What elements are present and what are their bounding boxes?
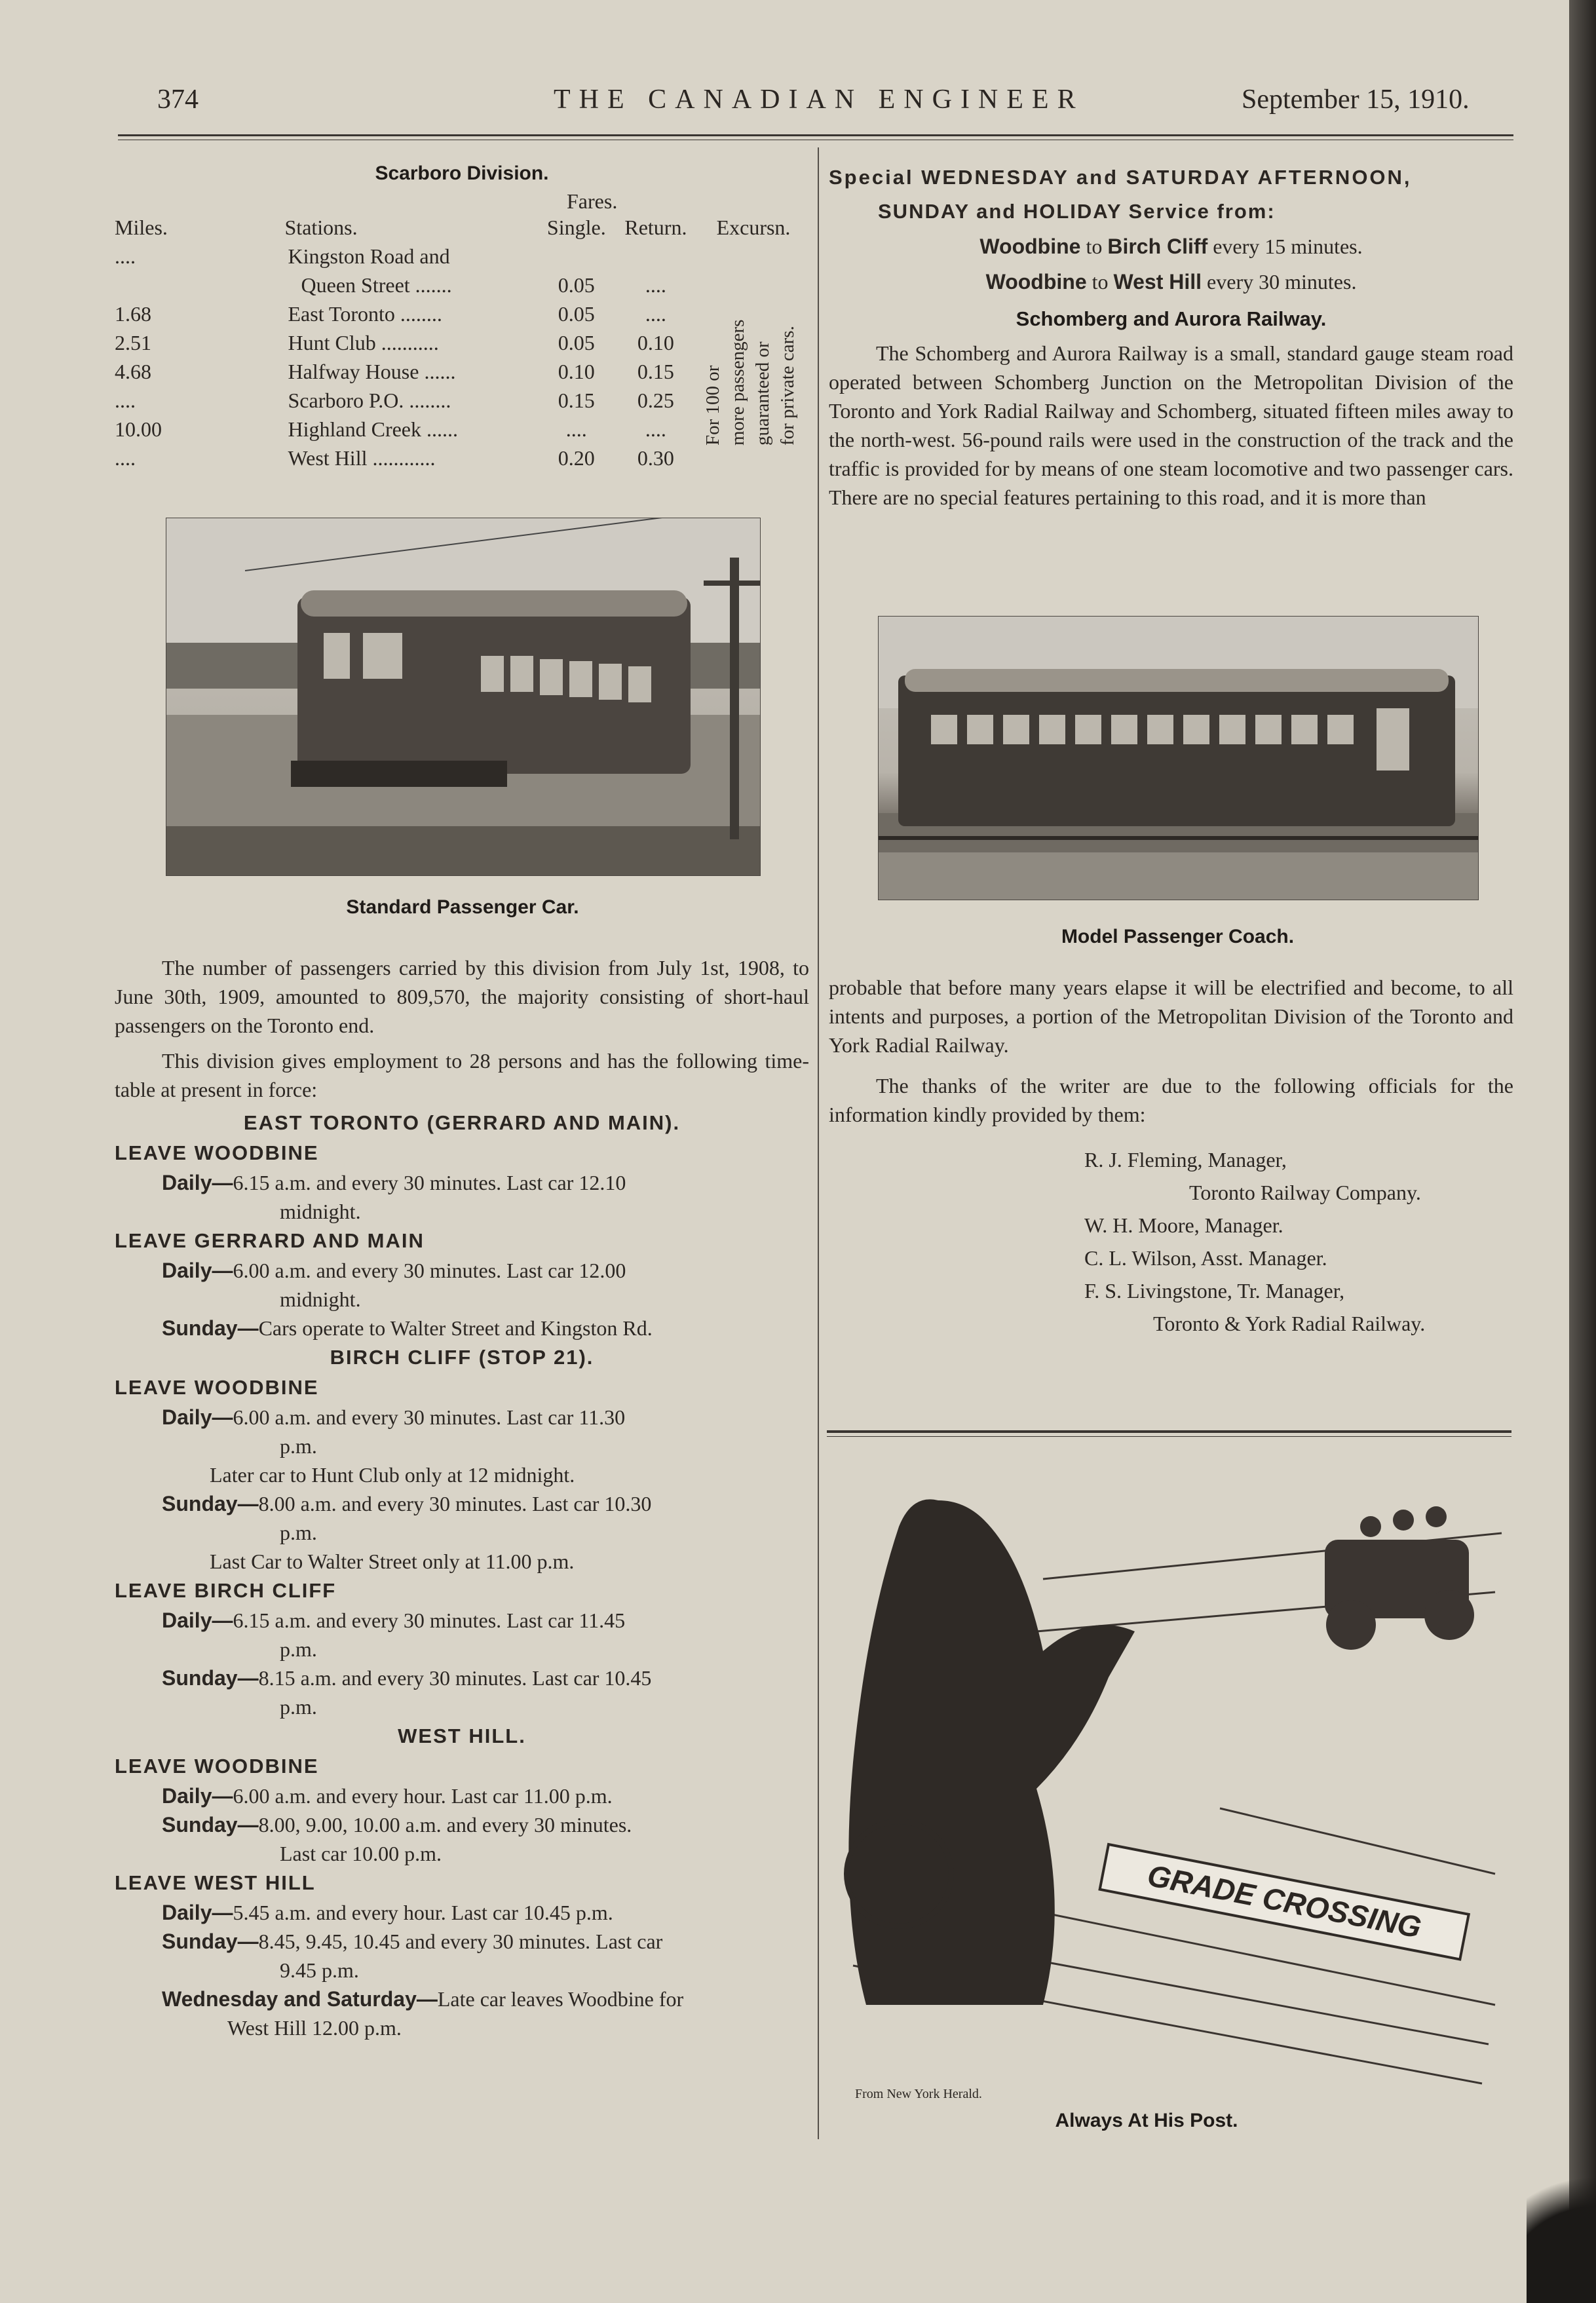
leave-woodbine-heading: LEAVE WOODBINE: [115, 1755, 319, 1778]
cell-return: ....: [645, 417, 666, 441]
excursion-note: [698, 256, 809, 452]
daily-label: Daily—: [162, 1901, 233, 1924]
timetable-text: Cars operate to Walter Street and Kingston Rd.: [258, 1316, 653, 1340]
timetable-text: Last car 10.00 p.m.: [280, 1842, 442, 1865]
grade-crossing-cartoon: [827, 1481, 1515, 2103]
timetable-line: [115, 1898, 809, 1927]
sunday-label: Sunday—: [162, 1492, 259, 1515]
grade-crossing-sign: GRADE CROSSING: [1145, 1857, 1424, 1945]
right-column: [829, 154, 1513, 512]
electrified-paragraph: probable that before many years elapse it will be electrified and become, to all intents and purposes, a portion of the Metropolitan Division of the Toronto and York Radial Railway.: [829, 976, 1513, 1057]
model-passenger-coach-photo: [878, 616, 1479, 900]
timetable-text: 8.00, 9.00, 10.00 a.m. and every 30 minutes.: [258, 1813, 632, 1837]
cell-single: 0.05: [558, 331, 595, 354]
cell-return: 0.15: [637, 360, 674, 383]
timetable-text: p.m.: [280, 1695, 317, 1719]
leave-gerrard-heading: LEAVE GERRARD AND MAIN: [115, 1229, 425, 1252]
sunday-label: Sunday—: [162, 1666, 259, 1690]
cartoon-caption: Always At His Post.: [1055, 2110, 1238, 2131]
schomberg-title: Schomberg and Aurora Railway.: [1016, 307, 1327, 330]
timetable-text: West Hill 12.00 p.m.: [227, 2016, 402, 2040]
daily-label: Daily—: [162, 1784, 233, 1808]
leave-woodbine-heading: LEAVE WOODBINE: [115, 1141, 319, 1164]
photo2-caption: Model Passenger Coach.: [1061, 926, 1295, 947]
officials-list: [829, 1143, 1513, 1340]
header-rule: [118, 134, 1513, 136]
frequency-text: every 30 minutes.: [1207, 270, 1357, 294]
birch-cliff-label: Birch Cliff: [1107, 235, 1208, 258]
leave-woodbine-heading: LEAVE WOODBINE: [115, 1376, 319, 1399]
timetable-text: midnight.: [280, 1200, 361, 1223]
timetable-line: [115, 1985, 809, 2042]
timetable-text: Late car leaves Woodbine for: [437, 1987, 684, 2011]
cell-single: 0.05: [558, 302, 595, 326]
timetable-text: 6.15 a.m. and every 30 minutes. Last car 12.10: [233, 1171, 626, 1194]
west-hill-heading: WEST HILL.: [398, 1724, 526, 1747]
timetable-text: 9.45 p.m.: [280, 1958, 359, 1982]
timetable-line: [115, 1403, 809, 1460]
cell-miles: ....: [115, 244, 136, 268]
timetable-line: [115, 1256, 809, 1314]
official-line: F. S. Livingstone, Tr. Manager,: [1084, 1279, 1345, 1303]
cell-miles: 4.68: [115, 360, 151, 383]
timetable-note: Later car to Hunt Club only at 12 midnight.: [210, 1463, 575, 1487]
excursion-note-line: guaranteed or: [752, 341, 773, 446]
to-text: to: [1092, 270, 1109, 294]
timetable-text: 6.00 a.m. and every 30 minutes. Last car 12.00: [233, 1259, 626, 1282]
timetable-line: [115, 1168, 809, 1226]
issue-date: September 15, 1910.: [1242, 85, 1470, 115]
cell-return: 0.30: [637, 446, 674, 470]
excursion-note-line: For 100 or: [702, 365, 723, 446]
cell-single: [539, 242, 614, 271]
photo1-caption: Standard Passenger Car.: [346, 896, 579, 918]
cartoon-rule-thin: [827, 1436, 1511, 1437]
standard-passenger-car-photo: [166, 518, 761, 876]
cell-single: 0.10: [558, 360, 595, 383]
timetable-text: midnight.: [280, 1287, 361, 1311]
cell-return: ....: [645, 302, 666, 326]
leave-west-hill-heading: LEAVE WEST HILL: [115, 1871, 316, 1894]
col-excursion-header: Excursn.: [716, 216, 791, 239]
service-line-west-hill: [829, 264, 1513, 299]
daily-label: Daily—: [162, 1171, 233, 1194]
timetable-line: [115, 1489, 809, 1547]
timetable-line: [115, 1781, 809, 1810]
column-divider: [818, 147, 819, 2139]
cell-station: East Toronto ........: [288, 302, 442, 326]
timetable-text: p.m.: [280, 1434, 317, 1458]
daily-label: Daily—: [162, 1259, 233, 1282]
wed-sat-label: Wednesday and Saturday—: [162, 1987, 438, 2011]
special-service-line1: Special WEDNESDAY and SATURDAY AFTERNOON,: [829, 166, 1412, 189]
fares-table-block: [115, 187, 809, 470]
cartoon-drawing: [827, 1481, 1515, 2103]
timetable-text: 5.45 a.m. and every hour. Last car 10.45 p.m.: [233, 1901, 613, 1924]
cell-return: ....: [645, 273, 666, 297]
cell-station: West Hill ............: [288, 446, 436, 470]
woodbine-label: Woodbine: [979, 235, 1081, 258]
table-row: [115, 242, 809, 271]
service-line-birch-cliff: [829, 229, 1513, 264]
table-header-row: [115, 213, 809, 242]
timetable-line: [115, 1606, 809, 1664]
timetable-text: 8.15 a.m. and every 30 minutes. Last car 10.45: [258, 1666, 652, 1690]
cell-single: 0.15: [558, 389, 595, 412]
timetable-note: Last Car to Walter Street only at 11.00 p.m.: [210, 1550, 575, 1573]
cell-miles: ....: [115, 389, 136, 412]
right-lower-body: [829, 973, 1513, 1340]
timetable-line: [115, 1927, 809, 1985]
timetable-text: p.m.: [280, 1637, 317, 1661]
west-hill-label: West Hill: [1113, 270, 1202, 294]
frequency-text: every 15 minutes.: [1213, 235, 1363, 258]
schomberg-paragraph: The Schomberg and Aurora Railway is a small, standard gauge steam road operated between Schomberg Junction on the Metropolitan Division of the Toronto and York Radial Railway and Schomberg, situated fifteen miles away to the north-west. 56-pound rails were used in the construction of the track and the traffic is provided for by means of one steam locomotive and two passenger cars. There are no special features pertaining to this road, and it is more than: [829, 341, 1513, 509]
left-body: [115, 953, 809, 2042]
cartoon-credit: From New York Herald.: [855, 2087, 982, 2101]
official-line: W. H. Moore, Manager.: [1084, 1213, 1283, 1237]
left-column: [115, 154, 809, 470]
official-line: R. J. Fleming, Manager,: [1084, 1148, 1287, 1171]
timetable-text: 8.00 a.m. and every 30 minutes. Last car 10.30: [258, 1492, 652, 1515]
cell-miles: 10.00: [115, 417, 162, 441]
to-text: to: [1086, 235, 1103, 258]
woodbine-label: Woodbine: [985, 270, 1087, 294]
timetable-text: p.m.: [280, 1521, 317, 1544]
timetable-text: 8.45, 9.45, 10.45 and every 30 minutes. Last car: [258, 1930, 663, 1953]
thanks-paragraph: The thanks of the writer are due to the following officials for the information kindly provided by them:: [829, 1074, 1513, 1126]
timetable-line: [115, 1664, 809, 1721]
cell-miles: 2.51: [115, 331, 151, 354]
page-corner-shadow: [1527, 2142, 1596, 2303]
col-return-header: Return.: [624, 216, 687, 239]
sunday-label: Sunday—: [162, 1813, 259, 1837]
timetable-line: [115, 1810, 809, 1868]
cell-station: Hunt Club ...........: [288, 331, 439, 354]
cell-single: 0.20: [558, 446, 595, 470]
official-line: C. L. Wilson, Asst. Manager.: [1084, 1246, 1327, 1270]
employment-paragraph: This division gives employment to 28 persons and has the following time-table at present in force:: [115, 1049, 809, 1101]
cartoon-rule: [827, 1430, 1511, 1433]
cell-return: 0.25: [637, 389, 674, 412]
cell-station: Halfway House ......: [288, 360, 456, 383]
timetable-text: 6.00 a.m. and every hour. Last car 11.00 p.m.: [233, 1784, 613, 1808]
leave-birch-cliff-heading: LEAVE BIRCH CLIFF: [115, 1579, 337, 1602]
east-toronto-heading: EAST TORONTO (GERRARD AND MAIN).: [243, 1111, 681, 1134]
cell-single: ....: [565, 417, 587, 441]
special-service-line2: SUNDAY and HOLIDAY Service from:: [878, 200, 1276, 223]
daily-label: Daily—: [162, 1405, 233, 1429]
timetable-text: 6.00 a.m. and every 30 minutes. Last car 11.30: [233, 1405, 626, 1429]
official-line: Toronto Railway Company.: [1189, 1181, 1421, 1204]
sunday-label: Sunday—: [162, 1930, 259, 1953]
page-binding-edge: [1569, 0, 1596, 2303]
cell-return: [614, 242, 698, 271]
cell-station: Kingston Road and: [288, 244, 450, 268]
cell-miles: 1.68: [115, 302, 151, 326]
excursion-note-cell: [698, 242, 809, 472]
excursion-note-line: more passengers: [727, 319, 748, 446]
passenger-paragraph: The number of passengers carried by this division from July 1st, 1908, to June 30th, 1909, amounted to 809,570, the majority consisting of short-haul passengers on the Toronto end.: [115, 956, 809, 1037]
birch-cliff-heading: BIRCH CLIFF (STOP 21).: [330, 1346, 594, 1369]
excursion-note-line: for private cars.: [777, 325, 798, 446]
page-number: 374: [157, 85, 199, 115]
fares-table: [115, 213, 809, 472]
cell-miles: [115, 271, 193, 299]
col-miles-header: Miles.: [115, 216, 168, 239]
official-line: Toronto & York Radial Railway.: [1153, 1312, 1426, 1335]
fares-label: Fares.: [567, 189, 618, 213]
cell-station: Highland Creek ......: [288, 417, 458, 441]
col-stations-header: Stations.: [284, 216, 358, 239]
journal-title: THE CANADIAN ENGINEER: [554, 85, 1084, 115]
cell-return: 0.10: [637, 331, 674, 354]
scarboro-division-title: Scarboro Division.: [375, 162, 549, 184]
timetable-line: [115, 1314, 809, 1342]
cell-miles: ....: [115, 446, 136, 470]
daily-label: Daily—: [162, 1608, 233, 1632]
cell-station: Scarboro P.O. ........: [288, 389, 451, 412]
col-single-header: Single.: [546, 216, 606, 239]
sunday-label: Sunday—: [162, 1316, 259, 1340]
cell-single: 0.05: [558, 273, 595, 297]
timetable-text: 6.15 a.m. and every 30 minutes. Last car 11.45: [233, 1608, 626, 1632]
cell-station: Queen Street .......: [301, 273, 452, 297]
